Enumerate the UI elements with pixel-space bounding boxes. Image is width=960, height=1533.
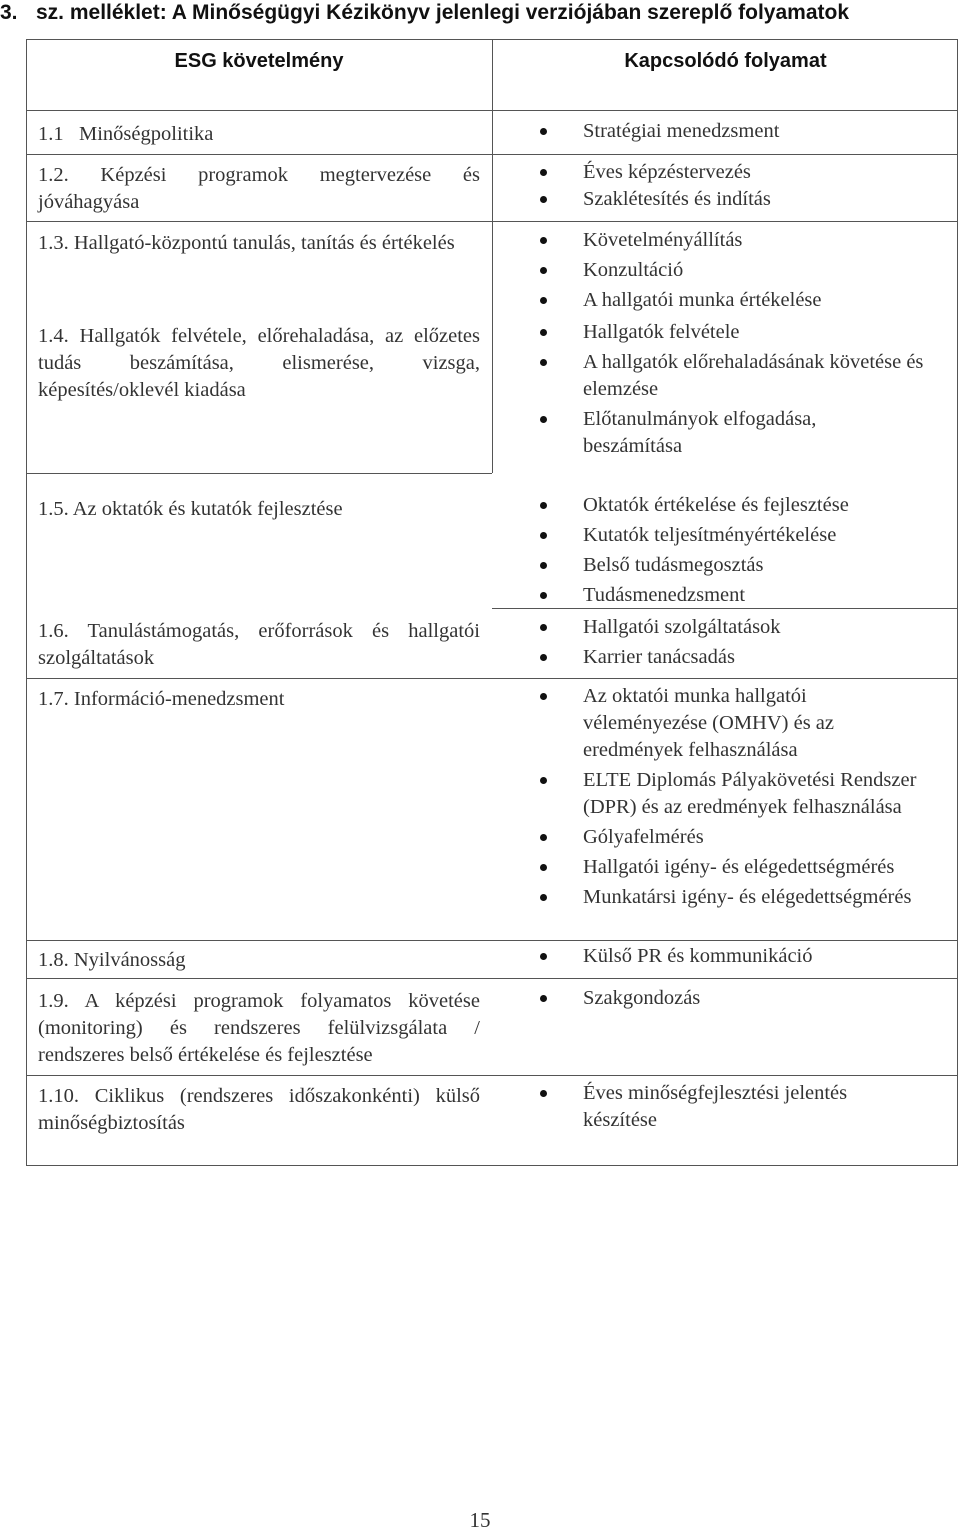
row-divider xyxy=(26,154,958,155)
esg-cell: 1.3. Hallgató-központú tanulás, tanítás és értékelés xyxy=(38,232,455,254)
esg-cell: 1.5. Az oktatók és kutatók fejlesztése xyxy=(38,498,343,520)
process-list xyxy=(540,118,952,145)
list-item: Munkatársi igény- és elégedettségmérés xyxy=(540,884,952,911)
list-item: Éves képzéstervezés xyxy=(540,159,952,186)
row-divider xyxy=(26,978,958,979)
heading-title: sz. melléklet: A Minőségügyi Kézikönyv jelenlegi verziójában szereplő folyamatok xyxy=(36,1,850,24)
list-item: Kutatók teljesítményértékelése xyxy=(540,522,952,549)
process-list xyxy=(540,1080,952,1134)
page-heading xyxy=(0,0,849,26)
esg-cell: 1.7. Információ-menedzsment xyxy=(38,688,285,710)
process-list xyxy=(540,319,952,460)
list-item: A hallgatói munka értékelése xyxy=(540,287,952,314)
list-item: Szakgondozás xyxy=(540,985,952,1012)
list-item-text: Előtanulmányok elfogadása, beszámítása xyxy=(583,408,817,457)
list-item: Gólyafelmérés xyxy=(540,824,952,851)
list-item xyxy=(540,319,952,346)
list-item xyxy=(540,1080,923,1134)
row-divider xyxy=(26,110,958,111)
process-list xyxy=(540,683,952,911)
esg-cell: 1.1 Minőségpolitika xyxy=(38,123,214,145)
list-item-text: Éves minőségfejlesztési jelentés készítése xyxy=(583,1082,848,1131)
list-item: Hallgatói igény- és elégedettségmérés xyxy=(540,854,952,881)
list-item: Oktatók értékelése és fejlesztése xyxy=(540,492,952,519)
row-divider xyxy=(26,678,958,679)
process-list xyxy=(540,492,952,609)
process-list xyxy=(540,614,952,671)
header-process: Kapcsolódó folyamat xyxy=(624,50,827,72)
esg-cell: 1.8. Nyilvánosság xyxy=(38,949,186,971)
list-item: Belső tudásmegosztás xyxy=(540,552,952,579)
list-item: Hallgatói szolgáltatások xyxy=(540,614,952,641)
table-column-divider xyxy=(492,39,493,473)
process-list xyxy=(540,985,952,1012)
list-item: Külső PR és kommunikáció xyxy=(540,943,952,970)
row-divider xyxy=(26,221,958,222)
esg-cell: 1.4. Hallgatók felvétele, előrehaladása, az előzetes tudás beszámítása, elismerése, vizsga, képesítés/oklevél kiadása xyxy=(38,325,480,401)
list-item xyxy=(540,406,883,460)
list-item-text: A hallgatók előrehaladásának követése és elemzése xyxy=(583,351,924,400)
list-item: Konzultáció xyxy=(540,257,952,284)
row-divider xyxy=(26,940,958,941)
page-number: 15 xyxy=(469,1508,491,1532)
esg-cell: 1.9. A képzési programok folyamatos követése (monitoring) és rendszeres felülvizsgálata / rendszeres belső értékelése és fejlesztése xyxy=(38,990,480,1066)
header-esg: ESG követelmény xyxy=(174,50,344,72)
list-item xyxy=(540,767,923,821)
esg-cell: 1.6. Tanulástámogatás, erőforrások és hallgatói szolgáltatások xyxy=(38,620,480,669)
heading-number: 3. xyxy=(0,1,18,24)
row-divider xyxy=(26,473,492,474)
list-item: Követelményállítás xyxy=(540,227,952,254)
process-list xyxy=(540,227,952,314)
process-list xyxy=(540,159,952,213)
esg-cell: 1.10. Ciklikus (rendszeres időszakonkénti) külső minőségbiztosítás xyxy=(38,1085,480,1134)
list-item xyxy=(540,683,883,764)
list-item xyxy=(540,349,952,403)
list-item-text: Az oktatói munka hallgatói véleményezése (OMHV) és az eredmények felhasználása xyxy=(583,685,835,761)
list-item: Szaklétesítés és indítás xyxy=(540,186,952,213)
list-item-text: Hallgatók felvétele xyxy=(583,321,740,343)
list-item: Stratégiai menedzsment xyxy=(540,118,952,145)
row-divider xyxy=(26,1075,958,1076)
process-list xyxy=(540,943,952,970)
esg-cell: 1.2. Képzési programok megtervezése és jóváhagyása xyxy=(38,164,480,213)
list-item: Tudásmenedzsment xyxy=(540,582,952,609)
list-item-text: ELTE Diplomás Pályakövetési Rendszer (DPR) és az eredmények felhasználása xyxy=(583,769,917,818)
list-item: Karrier tanácsadás xyxy=(540,644,952,671)
